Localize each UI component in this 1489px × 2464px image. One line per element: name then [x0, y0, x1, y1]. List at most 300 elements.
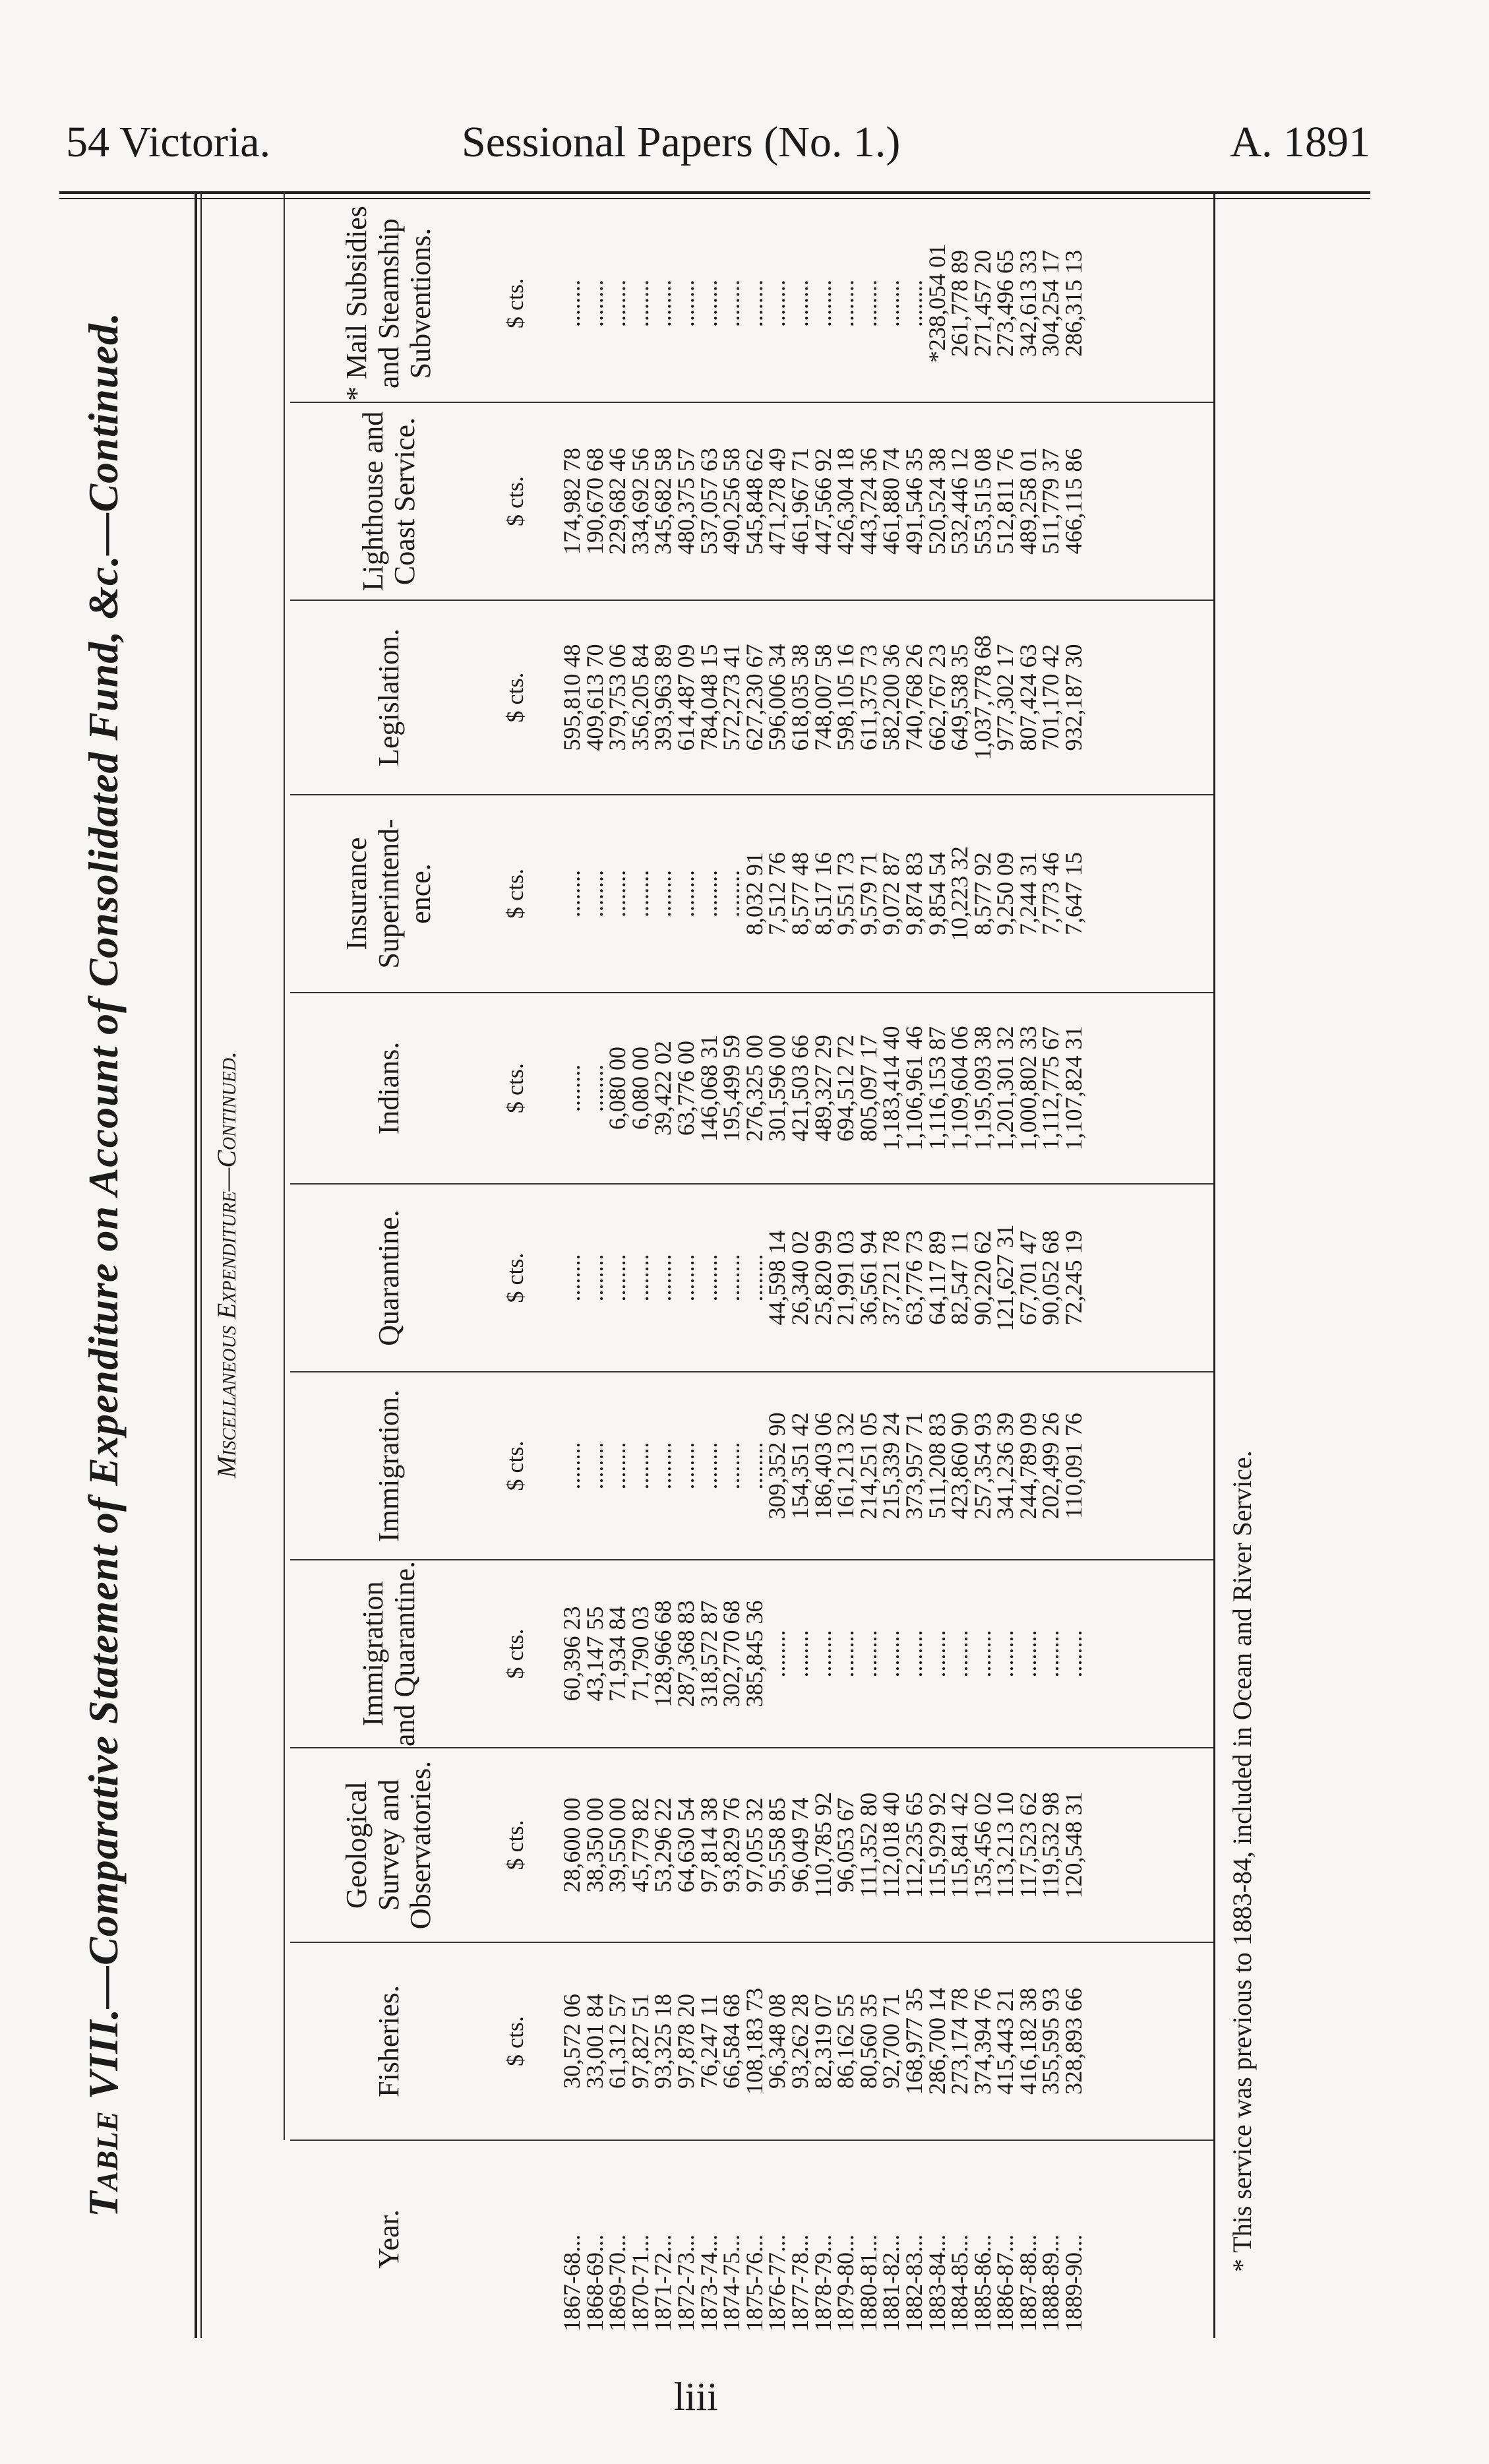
table-cell: 286,315 13: [1060, 250, 1087, 357]
table-cell: 1880-81...: [855, 2234, 882, 2331]
table-cell: ........: [741, 1254, 768, 1302]
table-cell: ........: [946, 1630, 973, 1678]
table-cell: 286,700 14: [923, 1988, 950, 2095]
column-cells-indians: [561, 993, 1085, 1184]
table-cell: 345,682 58: [650, 448, 677, 555]
table-cell: 409,613 70: [581, 644, 608, 751]
table-cell: 37,721 78: [878, 1230, 905, 1326]
table-cell: ........: [718, 1254, 745, 1302]
table-cell: 215,339 24: [878, 1412, 905, 1520]
table-cell: 694,512 72: [832, 1035, 859, 1142]
column-cells-year: [561, 2140, 1085, 2338]
table-cell: 490,256 58: [718, 448, 745, 555]
table-cell: 64,630 54: [672, 1797, 699, 1893]
table-cell: 471,278 49: [764, 448, 791, 555]
group-title: Miscellaneous Expenditure—Continued.: [212, 1051, 241, 1479]
column-divider: [290, 600, 1213, 601]
table-cell: ........: [718, 280, 745, 327]
table-cell: 113,213 10: [992, 1792, 1019, 1898]
table-cell: 90,220 62: [969, 1230, 996, 1326]
table-cell: 39,422 02: [650, 1041, 677, 1136]
table-cell: 784,048 15: [695, 644, 722, 751]
table-cell: ........: [604, 1442, 631, 1490]
table-cell: 82,547 11: [946, 1231, 973, 1325]
table-cell: 511,208 83: [923, 1413, 950, 1519]
table-cell: ........: [741, 1442, 768, 1490]
column-header-quarantine: Quarantine.: [372, 1210, 405, 1346]
table-cell: 572,273 41: [718, 644, 745, 751]
table-cell: 82,319 07: [809, 1994, 836, 2089]
column-units-mail: $ cts.: [502, 278, 528, 328]
table-cell: 39,550 00: [604, 1797, 631, 1893]
table-cell: 8,577 92: [969, 852, 996, 935]
table-cell: 627,230 67: [741, 644, 768, 751]
table-cell: 9,854 54: [923, 852, 950, 935]
table-cell: 611,375 73: [855, 644, 882, 751]
table-cell: 67,701 47: [1014, 1230, 1041, 1326]
table-cell: 1886-87...: [992, 2234, 1019, 2331]
table-cell: 461,967 71: [786, 448, 813, 555]
table-cell: 26,340 02: [786, 1230, 813, 1326]
table-cell: 356,205 84: [626, 644, 653, 751]
table-cell: 304,254 17: [1037, 250, 1064, 357]
table-cell: ........: [992, 1630, 1019, 1678]
column-units-quarantine: $ cts.: [502, 1252, 528, 1303]
table-cell: ........: [650, 1254, 677, 1302]
table-cell: 385,845 36: [741, 1600, 768, 1708]
table-cell: 1882-83...: [900, 2234, 927, 2331]
table-cell: ........: [764, 1630, 791, 1678]
table-cell: 110,091 76: [1060, 1413, 1087, 1519]
table-cell: 119,532 98: [1037, 1792, 1064, 1898]
column-units-immigration: $ cts.: [502, 1440, 528, 1491]
table-cell: ........: [581, 1064, 608, 1112]
table-cell: 112,235 65: [900, 1792, 927, 1898]
table-cell: 271,457 20: [969, 250, 996, 357]
table-cell: 63,776 00: [672, 1041, 699, 1136]
table-cell: 92,700 71: [878, 1994, 905, 2089]
table-cell: 355,595 93: [1037, 1988, 1064, 2095]
table-cell: 44,598 14: [764, 1230, 791, 1326]
table-cell: ........: [832, 280, 859, 327]
table-cell: 443,724 36: [855, 448, 882, 555]
table-cell: 9,579 71: [855, 852, 882, 935]
table-cell: 71,934 84: [604, 1606, 631, 1702]
column-header-indians: Indians.: [372, 1041, 405, 1135]
table-cell: 9,250 09: [992, 852, 1019, 935]
column-cells-quarantine: [561, 1184, 1085, 1372]
table-cell: ........: [626, 870, 653, 917]
table-cell: 53,296 22: [650, 1797, 677, 1893]
table-cell: 1876-77...: [764, 2234, 791, 2331]
table-cell: 415,443 21: [992, 1988, 1019, 2095]
table-cell: 273,174 78: [946, 1988, 973, 2095]
table-cell: 9,551 73: [832, 852, 859, 935]
table-cell: ........: [672, 1442, 699, 1490]
table-cell: 461,880 74: [878, 448, 905, 555]
table-cell: ........: [809, 1630, 836, 1678]
table-cell: 72,245 19: [1060, 1230, 1087, 1326]
table-cell: 190,670 68: [581, 448, 608, 555]
table-cell: 341,236 39: [992, 1412, 1019, 1520]
table-cell: 1888-89...: [1037, 2234, 1064, 2331]
column-immigration: [290, 1372, 1213, 1560]
table-cell: ........: [832, 1630, 859, 1678]
table-cell: ........: [559, 280, 585, 327]
table-cell: 76,247 11: [695, 1994, 722, 2089]
table-cell: ........: [672, 280, 699, 327]
page-number: liii: [674, 2375, 718, 2418]
table-cell: ........: [604, 870, 631, 917]
table-cell: 393,963 89: [650, 644, 677, 751]
table-cell: 489,327 29: [809, 1035, 836, 1142]
column-legislation: [290, 600, 1213, 795]
table-cell: 186,403 06: [809, 1412, 836, 1520]
table-cell: 168,977 35: [900, 1988, 927, 2095]
table-cell: 7,244 31: [1014, 852, 1041, 935]
table-cell: 7,512 76: [764, 852, 791, 935]
table-cell: 287,368 83: [672, 1600, 699, 1708]
table-cell: 423,860 90: [946, 1412, 973, 1520]
table-cell: 25,820 99: [809, 1230, 836, 1326]
table-cell: 202,499 26: [1037, 1412, 1064, 1520]
table-cell: 36,561 94: [855, 1230, 882, 1326]
table-cell: 1889-90...: [1060, 2234, 1087, 2331]
table-rule-top-thin: [200, 191, 202, 2338]
table-cell: 97,814 38: [695, 1797, 722, 1893]
table-cell: 1868-69...: [581, 2234, 608, 2331]
table-cell: 112,018 40: [878, 1792, 905, 1898]
table-cell: 108,183 73: [741, 1988, 768, 2095]
table-cell: 43,147 55: [581, 1606, 608, 1702]
column-header-mail: * Mail Subsidies and Steamship Subventions.: [340, 206, 437, 401]
table-cell: 1,037,778 68: [969, 635, 996, 760]
table-cell: ........: [1060, 1630, 1087, 1678]
table-cell: 1875-76...: [741, 2234, 768, 2331]
table-cell: 71,790 03: [626, 1606, 653, 1702]
table-cell: 154,351 42: [786, 1412, 813, 1520]
table-cell: 261,778 89: [946, 250, 973, 357]
column-quarantine: [290, 1184, 1213, 1372]
group-rule: [284, 191, 285, 2140]
table-cell: ........: [695, 1442, 722, 1490]
table-cell: 302,770 68: [718, 1600, 745, 1708]
table-cell: 111,352 80: [855, 1792, 882, 1898]
table-cell: 93,325 18: [650, 1994, 677, 2089]
table-cell: 748,007 58: [809, 644, 836, 751]
table-cell: ........: [718, 870, 745, 917]
table-cell: ........: [604, 280, 631, 327]
column-cells-lighthouse: [561, 402, 1085, 600]
table-cell: 128,966 68: [650, 1600, 677, 1708]
column-lighthouse: [290, 402, 1213, 600]
table-cell: 96,053 67: [832, 1797, 859, 1893]
table-cell: 6,080 00: [626, 1047, 653, 1130]
table-cell: 520,524 38: [923, 448, 950, 555]
table-cell: 805,097 17: [855, 1035, 882, 1142]
column-divider: [290, 1371, 1213, 1372]
table-cell: 598,105 16: [832, 644, 859, 751]
column-fisheries: [290, 1942, 1213, 2140]
table-cell: 97,055 32: [741, 1797, 768, 1893]
table-cell: ........: [786, 280, 813, 327]
column-divider: [290, 1942, 1213, 1943]
table-cell: 1,183,414 40: [878, 1026, 905, 1151]
table-cell: 1879-80...: [832, 2234, 859, 2331]
table-cell: 491,546 35: [900, 448, 927, 555]
table-cell: 1,116,153 87: [923, 1026, 950, 1150]
table-cell: 93,262 28: [786, 1994, 813, 2089]
table-title-lead: Table VIII.: [80, 2008, 127, 2217]
column-header-legislation: Legislation.: [372, 629, 405, 766]
table-cell: 9,874 83: [900, 852, 927, 935]
table-cell: 301,596 00: [764, 1035, 791, 1142]
column-divider: [290, 794, 1213, 795]
table-cell: 61,312 57: [604, 1994, 631, 2089]
column-cells-geological: [561, 1748, 1085, 1942]
table-cell: 8,577 48: [786, 852, 813, 935]
table-cell: ........: [626, 1442, 653, 1490]
table-cell: ........: [626, 280, 653, 327]
table-cell: 28,600 00: [559, 1797, 585, 1893]
table-cell: ........: [809, 280, 836, 327]
table-cell: 1,107,824 31: [1060, 1026, 1087, 1151]
column-header-immigration: Immigration.: [372, 1390, 405, 1542]
table-cell: ........: [900, 1630, 927, 1678]
table-cell: 379,753 06: [604, 644, 631, 751]
table-cell: 90,052 68: [1037, 1230, 1064, 1326]
table-cell: 1869-70...: [604, 2234, 631, 2331]
table-cell: ........: [741, 280, 768, 327]
column-divider: [290, 1747, 1213, 1748]
table-cell: 7,773 46: [1037, 852, 1064, 935]
table-cell: 807,424 63: [1014, 644, 1041, 751]
table-cell: 257,354 93: [969, 1412, 996, 1520]
table-cell: 1887-88...: [1014, 2234, 1041, 2331]
table-cell: 1881-82...: [878, 2234, 905, 2331]
table-cell: 86,162 55: [832, 1994, 859, 2089]
table-cell: ........: [718, 1442, 745, 1490]
table-cell: 60,396 23: [559, 1606, 585, 1702]
table-rule-top: [195, 191, 197, 2338]
table-cell: *238,054 01: [923, 244, 950, 363]
table-cell: 1,195,093 38: [969, 1026, 996, 1151]
column-insurance: [290, 795, 1213, 993]
table-cell: ........: [559, 1254, 585, 1302]
table-cell: 1873-74...: [695, 2234, 722, 2331]
table-cell: 66,584 68: [718, 1994, 745, 2089]
table-title: [79, 191, 128, 2338]
table-cell: 489,258 01: [1014, 448, 1041, 555]
table-cell: 374,394 76: [969, 1988, 996, 2095]
table-cell: 1874-75...: [718, 2234, 745, 2331]
table-cell: 1,106,961 46: [900, 1026, 927, 1151]
table-cell: 121,627 31: [992, 1224, 1019, 1332]
column-header-insurance: Insurance Superintend-ence.: [340, 818, 437, 969]
table-cell: 9,072 87: [878, 852, 905, 935]
column-divider: [290, 1183, 1213, 1185]
table-cell: 8,517 16: [809, 852, 836, 935]
table-cell: 596,006 34: [764, 644, 791, 751]
table-cell: 1885-86...: [969, 2234, 996, 2331]
table-cell: 80,560 35: [855, 1994, 882, 2089]
table-cell: ........: [923, 1630, 950, 1678]
table-cell: 334,692 56: [626, 448, 653, 555]
column-cells-mail: [561, 204, 1085, 402]
table-cell: 466,115 86: [1060, 448, 1087, 555]
column-units-fisheries: $ cts.: [502, 2016, 528, 2066]
table-cell: 115,929 92: [923, 1792, 950, 1898]
table-cell: 117,523 62: [1014, 1792, 1041, 1898]
table-cell: 96,049 74: [786, 1797, 813, 1893]
table-cell: 416,182 38: [1014, 1988, 1041, 2095]
column-units-geological: $ cts.: [502, 1820, 528, 1870]
table-cell: 276,325 00: [741, 1035, 768, 1142]
table-cell: 10,223 32: [946, 846, 973, 941]
table-cell: 229,682 46: [604, 448, 631, 555]
table-cell: 214,251 05: [855, 1412, 882, 1520]
table-cell: ........: [695, 280, 722, 327]
table-cell: 96,348 08: [764, 1994, 791, 2089]
column-header-geological: Geological Survey and Observatories.: [340, 1760, 437, 1930]
column-cells-imm_quar: [561, 1560, 1085, 1748]
table-cell: 447,566 92: [809, 448, 836, 555]
table-cell: ........: [1037, 1630, 1064, 1678]
column-header-year: Year.: [372, 2209, 405, 2269]
table-cell: ........: [626, 1254, 653, 1302]
table-cell: 244,789 09: [1014, 1412, 1041, 1520]
table-cell: 309,352 90: [764, 1412, 791, 1520]
column-divider: [290, 402, 1213, 403]
column-imm_quar: [290, 1560, 1213, 1748]
column-header-lighthouse: Lighthouse and Coast Service.: [356, 411, 421, 592]
table-cell: 582,200 36: [878, 644, 905, 751]
column-header-imm_quar: Immigration and Quarantine.: [356, 1561, 421, 1746]
rotated-table-block: [79, 191, 1365, 2338]
table-cell: 63,776 73: [900, 1230, 927, 1326]
column-cells-legislation: [561, 600, 1085, 795]
table-cell: 932,187 30: [1060, 644, 1087, 751]
table-cell: 7,647 15: [1060, 852, 1087, 935]
column-units-indians: $ cts.: [502, 1063, 528, 1113]
table-cell: ........: [559, 1442, 585, 1490]
column-year: [290, 2140, 1213, 2338]
table-cell: 532,446 12: [946, 448, 973, 555]
table-cell: ........: [855, 280, 882, 327]
table-cell: 701,170 42: [1037, 644, 1064, 751]
table-cell: ........: [581, 280, 608, 327]
column-units-imm_quar: $ cts.: [502, 1628, 528, 1679]
table-cell: ........: [581, 1442, 608, 1490]
table-cell: 426,304 18: [832, 448, 859, 555]
table-cell: 421,503 66: [786, 1035, 813, 1142]
table-cell: 161,213 32: [832, 1412, 859, 1520]
column-cells-fisheries: [561, 1942, 1085, 2140]
table-cell: 662,767 23: [923, 644, 950, 751]
column-divider: [290, 1559, 1213, 1560]
column-units-insurance: $ cts.: [502, 869, 528, 919]
table-cell: 38,350 00: [581, 1797, 608, 1893]
table-cell: 553,515 08: [969, 448, 996, 555]
table-cell: 511,779 37: [1037, 448, 1064, 555]
header-right: A. 1891: [1230, 118, 1370, 166]
table-cell: 120,548 31: [1060, 1791, 1087, 1899]
table-cell: 8,032 91: [741, 852, 768, 935]
table-title-rest: —Comparative Statement of Expenditure on Account of Consolidated Fund, &c.—Continued.: [80, 312, 127, 2008]
table-cell: 1,000,802 33: [1014, 1026, 1041, 1151]
table-cell: 195,499 59: [718, 1035, 745, 1142]
header-center: Sessional Papers (No. 1.): [462, 118, 901, 166]
table-cell: ........: [604, 1254, 631, 1302]
table-cell: 373,957 71: [900, 1412, 927, 1520]
table-cell: ........: [650, 1442, 677, 1490]
table-cell: ........: [695, 870, 722, 917]
table-cell: 595,810 48: [559, 644, 585, 751]
table-cell: ........: [878, 1630, 905, 1678]
table-cell: 1883-84...: [923, 2234, 950, 2331]
table-cell: 115,841 42: [946, 1792, 973, 1898]
table-cell: 33,001 84: [581, 1994, 608, 2089]
table-cell: ........: [695, 1254, 722, 1302]
table-cell: 480,375 57: [672, 448, 699, 555]
table-cell: 6,080 00: [604, 1047, 631, 1130]
table-cell: 537,057 63: [695, 448, 722, 555]
table-cell: 1,201,301 32: [992, 1026, 1019, 1151]
column-units-lighthouse: $ cts.: [502, 476, 528, 526]
table-cell: ........: [559, 1064, 585, 1112]
table-cell: 146,068 31: [695, 1035, 722, 1142]
table-cell: 318,572 87: [695, 1600, 722, 1708]
table-cell: ........: [900, 280, 927, 327]
column-indians: [290, 993, 1213, 1184]
table-cell: 135,456 02: [969, 1791, 996, 1899]
table-cell: 64,117 89: [923, 1231, 950, 1325]
table-cell: ........: [650, 870, 677, 917]
table-cell: 1877-78...: [786, 2234, 813, 2331]
table-cell: ........: [581, 1254, 608, 1302]
column-units-legislation: $ cts.: [502, 672, 528, 723]
table-cell: 97,878 20: [672, 1994, 699, 2089]
table-cell: 512,811 76: [992, 448, 1019, 555]
table-cell: 21,991 03: [832, 1230, 859, 1326]
table-cell: 545,848 62: [741, 448, 768, 555]
table-cell: 1,112,775 67: [1037, 1026, 1064, 1150]
table-cell: 614,487 09: [672, 644, 699, 751]
table-cell: 45,779 82: [626, 1797, 653, 1893]
table-cell: 1,109,604 06: [946, 1026, 973, 1151]
footnote: * This service was previous to 1883-84, included in Ocean and River Service.: [1227, 1450, 1257, 2272]
table-rule-bottom: [1213, 191, 1215, 2338]
table-cell: 328,893 66: [1060, 1988, 1087, 2095]
table-cell: ........: [764, 280, 791, 327]
column-mail: [290, 204, 1213, 402]
table-cell: ........: [969, 1630, 996, 1678]
table-cell: ........: [581, 870, 608, 917]
table-cell: ........: [559, 870, 585, 917]
table-cell: 649,538 35: [946, 644, 973, 751]
column-cells-insurance: [561, 795, 1085, 993]
table-cell: 273,496 65: [992, 250, 1019, 357]
column-divider: [290, 992, 1213, 993]
table-cell: 977,302 17: [992, 644, 1019, 751]
table-cell: 1884-85...: [946, 2234, 973, 2331]
table-cell: 1867-68...: [559, 2234, 585, 2331]
table-cell: ........: [878, 280, 905, 327]
table-cell: 174,982 78: [559, 448, 585, 555]
column-geological: [290, 1748, 1213, 1942]
table-cell: ........: [650, 280, 677, 327]
table-cell: 30,572 06: [559, 1994, 585, 2089]
